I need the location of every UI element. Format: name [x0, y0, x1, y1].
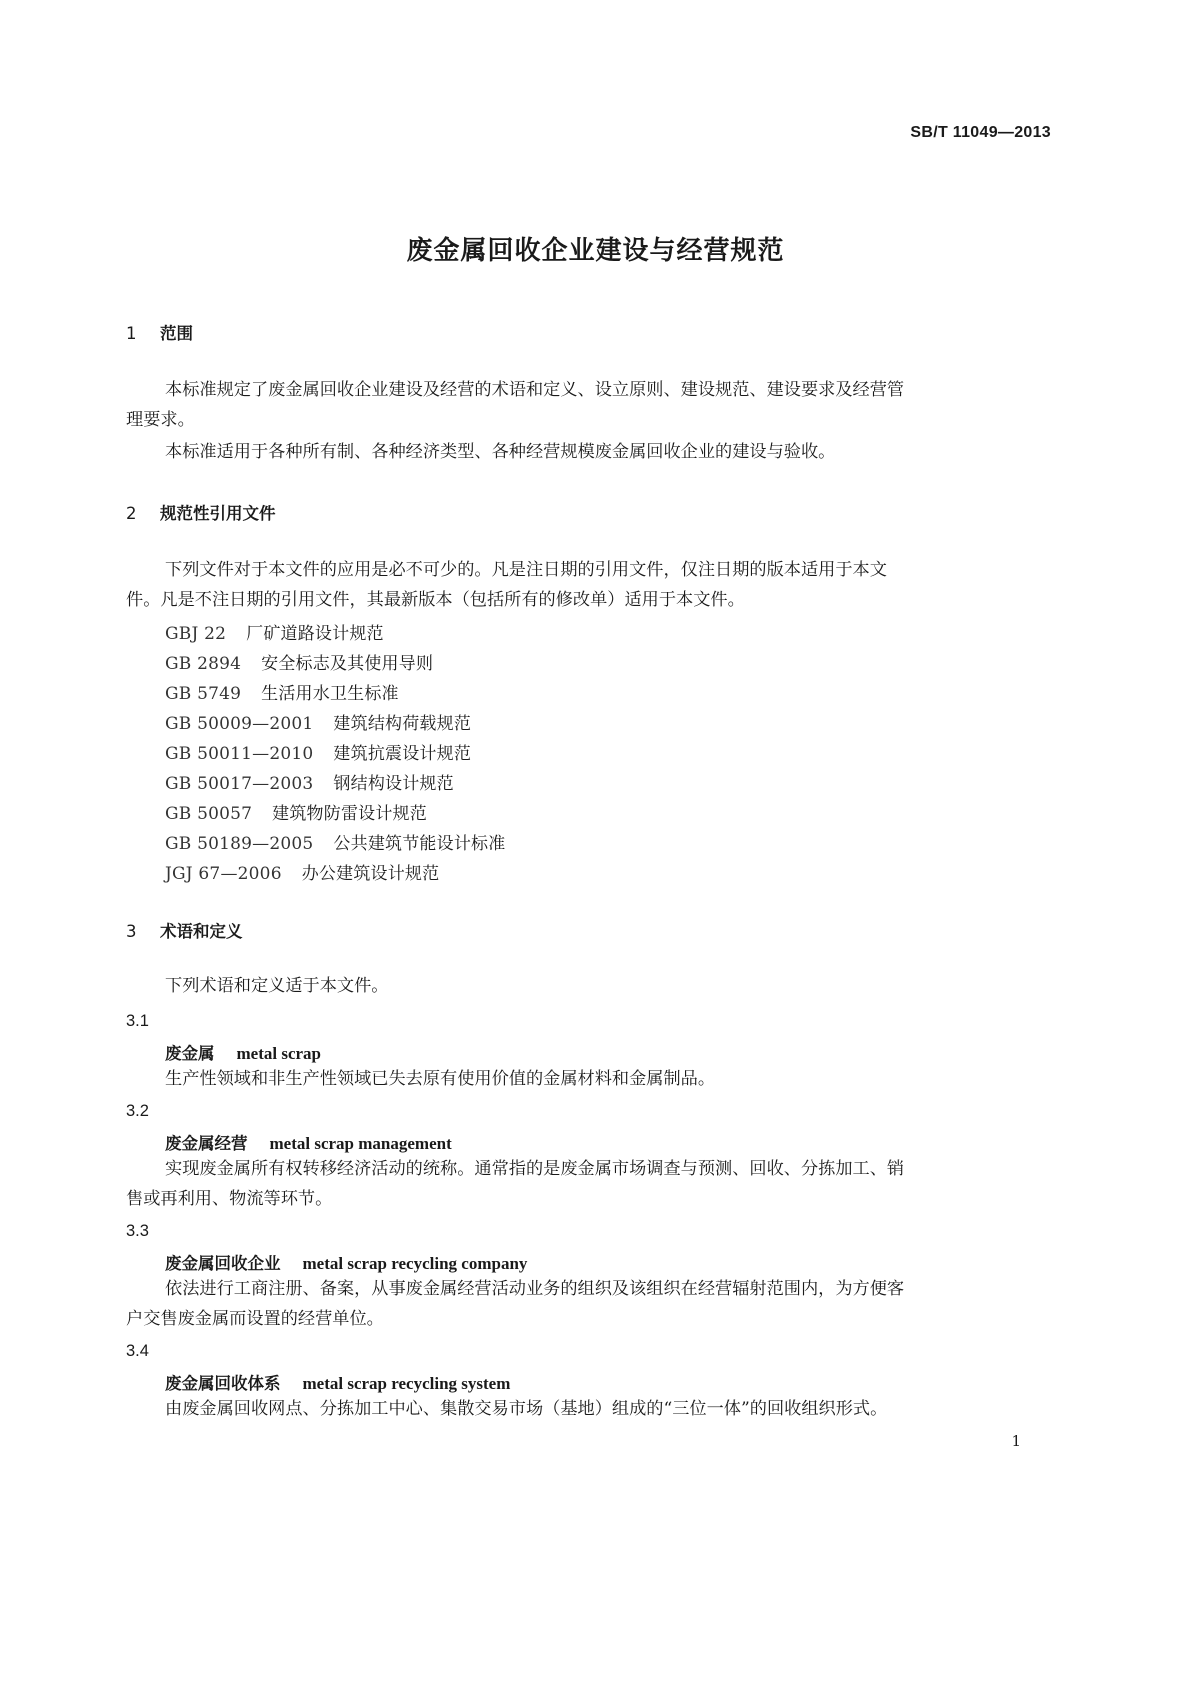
reference-code: GB 50009—2001 — [165, 714, 314, 734]
reference-code: GB 50189—2005 — [165, 834, 314, 854]
reference-code: JGJ 67—2006 — [165, 864, 282, 884]
section-1-heading — [126, 320, 193, 344]
clause-number: 3.1 — [126, 1012, 149, 1030]
standard-code: SB/T 11049—2013 — [910, 124, 1051, 141]
term-chinese: 废金属回收企业 — [165, 1254, 281, 1273]
section-number: 2 — [126, 504, 137, 523]
paragraph-line: 本标准适用于各种所有制、各种经济类型、各种经营规模废金属回收企业的建设与验收。 — [165, 442, 836, 462]
reference-code: GB 5749 — [165, 684, 242, 704]
reference-item — [165, 739, 471, 764]
paragraph-line: 下列术语和定义适于本文件。 — [165, 976, 389, 996]
term-definition: 生产性领域和非生产性领域已失去原有使用价值的金属材料和金属制品。 — [165, 1069, 716, 1089]
reference-code: GB 2894 — [165, 654, 242, 674]
term-definition: 实现废金属所有权转移经济活动的统称。通常指的是废金属市场调查与预测、回收、分拣加工、销 — [165, 1159, 905, 1179]
term-chinese: 废金属经营 — [165, 1134, 248, 1153]
paragraph-line: 件。凡是不注日期的引用文件，其最新版本（包括所有的修改单）适用于本文件。 — [126, 590, 745, 610]
reference-name: 建筑抗震设计规范 — [333, 744, 472, 764]
term-definition: 户交售废金属而设置的经营单位。 — [126, 1309, 384, 1329]
page-number: 1 — [1011, 1432, 1021, 1450]
clause-number: 3.2 — [126, 1102, 149, 1120]
clause-number: 3.4 — [126, 1342, 149, 1360]
paragraph-line: 理要求。 — [126, 410, 195, 430]
section-title: 规范性引用文件 — [160, 504, 276, 523]
reference-name: 厂矿道路设计规范 — [246, 624, 384, 644]
reference-name: 公共建筑节能设计标准 — [333, 834, 506, 854]
document-title: 废金属回收企业建设与经营规范 — [406, 236, 785, 266]
term-chinese: 废金属回收体系 — [165, 1374, 281, 1393]
reference-name: 建筑物防雷设计规范 — [272, 804, 427, 824]
reference-item — [165, 799, 427, 824]
section-title: 范围 — [160, 324, 193, 343]
reference-code: GBJ 22 — [165, 624, 227, 644]
section-2-heading — [126, 500, 276, 524]
reference-item — [165, 709, 471, 734]
term-heading — [165, 1040, 321, 1064]
reference-name: 办公建筑设计规范 — [301, 864, 440, 884]
section-number: 3 — [126, 922, 137, 941]
term-definition: 由废金属回收网点、分拣加工中心、集散交易市场（基地）组成的“三位一体”的回收组织形式。 — [165, 1399, 888, 1419]
reference-name: 建筑结构荷载规范 — [333, 714, 472, 734]
term-english: metal scrap management — [269, 1134, 452, 1153]
paragraph-line: 本标准规定了废金属回收企业建设及经营的术语和定义、设立原则、建设规范、建设要求及经营管 — [165, 380, 905, 400]
reference-name: 生活用水卫生标准 — [261, 684, 399, 704]
term-english: metal scrap — [236, 1044, 322, 1063]
reference-name: 钢结构设计规范 — [333, 774, 454, 794]
term-definition: 依法进行工商注册、备案，从事废金属经营活动业务的组织及该组织在经营辐射范围内，为方便客 — [165, 1279, 905, 1299]
term-heading — [165, 1370, 510, 1394]
reference-code: GB 50017—2003 — [165, 774, 314, 794]
reference-item — [165, 769, 454, 794]
term-english: metal scrap recycling system — [302, 1374, 511, 1393]
reference-item — [165, 829, 505, 854]
paragraph-line: 下列文件对于本文件的应用是必不可少的。凡是注日期的引用文件，仅注日期的版本适用于本文 — [165, 560, 887, 580]
reference-item — [165, 859, 439, 884]
reference-item — [165, 679, 399, 704]
term-heading — [165, 1250, 527, 1274]
reference-code: GB 50011—2010 — [165, 744, 314, 764]
term-english: metal scrap recycling company — [302, 1254, 528, 1273]
term-heading — [165, 1130, 452, 1154]
section-number: 1 — [126, 324, 137, 343]
reference-name: 安全标志及其使用导则 — [261, 654, 434, 674]
reference-item — [165, 619, 384, 644]
term-chinese: 废金属 — [165, 1044, 215, 1063]
reference-item — [165, 649, 433, 674]
reference-code: GB 50057 — [165, 804, 253, 824]
term-definition: 售或再利用、物流等环节。 — [126, 1189, 333, 1209]
section-3-heading — [126, 918, 243, 942]
clause-number: 3.3 — [126, 1222, 149, 1240]
section-title: 术语和定义 — [160, 922, 243, 941]
